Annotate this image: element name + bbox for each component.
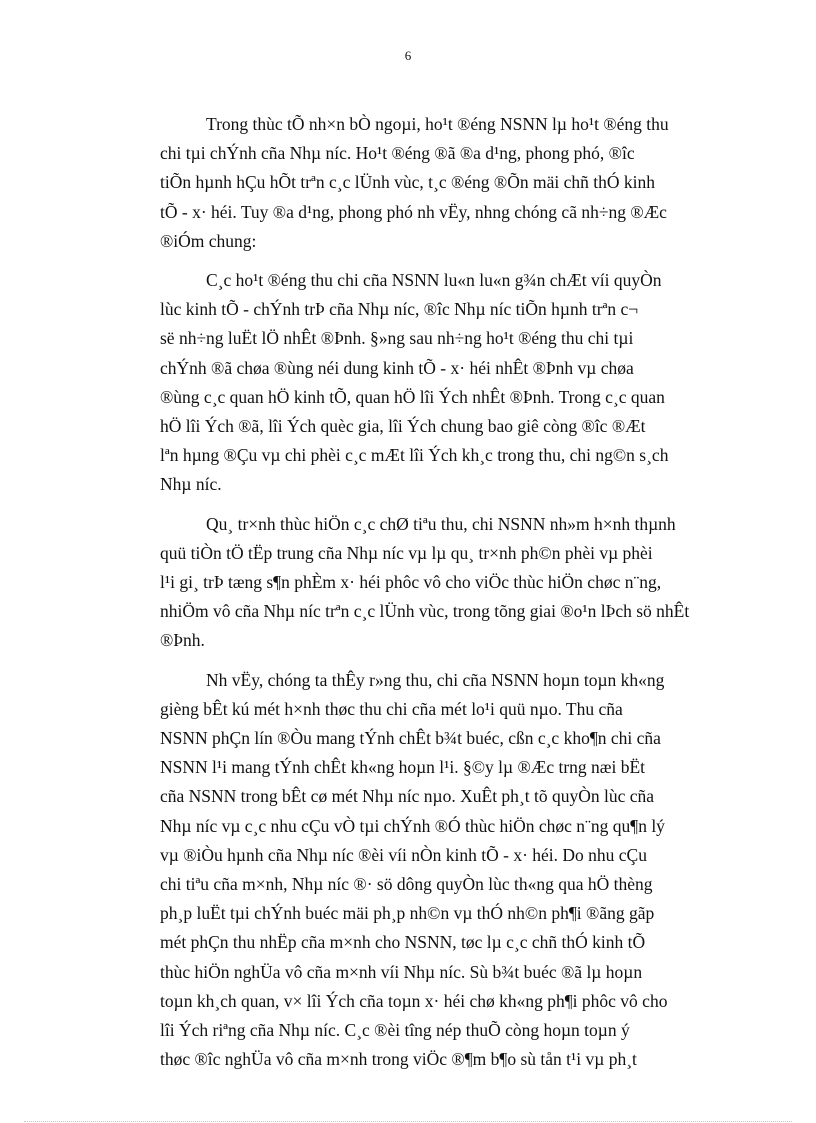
paragraph-4: Nh vËy, chóng ta thÊy r»ng thu, chi cña NSNN hoµn toµn kh«ng gièng bÊt kú mét h×nh thøc thu chi cña mét lo¹i quü nµo. Thu cña NSNN phÇn lín ®Òu mang tÝnh chÊt b¾t buéc, cßn c¸c kho¶n chi cña NSNN l¹i mang tÝnh chÊt kh«ng hoµn l¹i. §©y lµ ®Æc trng næi bËt cña NSNN trong bÊt cø mét Nhµ níc nµo. XuÊt ph¸t tõ quyÒn lùc cña Nhµ níc vµ c¸c nhu cÇu vÒ tµi chÝnh ®Ó thùc hiÖn chøc n¨ng qu¶n lý vµ ®iÒu hµnh cña Nhµ níc ®èi víi nÒn kinh tÕ - x· héi. Do nhu cÇu chi tiªu cña m×nh, Nhµ níc ®· sö dông quyÒn lùc th«ng qua hÖ thèng ph¸p luËt tµi chÝnh buéc mäi ph¸p nh©n vµ thÓ nh©n ph¶i ®ãng gãp mét phÇn thu nhËp cña m×nh cho NSNN, tøc lµ c¸c chñ thÓ kinh tÕ thùc hiÖn nghÜa vô cña m×nh víi Nhµ níc. Sù b¾t buéc ®ã lµ hoµn toµn kh¸ch quan, v× lîi Ých cña toµn x· héi chø kh«ng ph¶i phôc vô cho lîi Ých riªng cña Nhµ níc. C¸c ®èi tîng nép thuÕ còng hoµn toµn ý thøc ®îc nghÜa vô cña m×nh trong viÖc ®¶m b¶o sù tån t¹i vµ ph¸t	[160, 669, 668, 1070]
page-number: 6	[404, 48, 412, 63]
body-text	[160, 110, 766, 1085]
paragraph-1: Trong thùc tÕ nh×n bÒ ngoµi, ho¹t ®éng NSNN lµ ho¹t ®éng thu chi tµi chÝnh cña Nhµ níc. Ho¹t ®éng ®ã ®a d¹ng, phong phó, ®îc tiÕn hµnh hÇu hÕt trªn c¸c lÜnh vùc, t¸c ®éng ®Õn mäi chñ thÓ kinh tÕ - x· héi. Tuy ®a d¹ng, phong phó nh vËy, nhng chóng cã nh÷ng ®Æc ®iÓm chung:	[160, 114, 669, 251]
paragraph-2: C¸c ho¹t ®éng thu chi cña NSNN lu«n lu«n g¾n chÆt víi quyÒn lùc kinh tÕ - chÝnh trÞ cña Nhµ níc, ®îc Nhµ níc tiÕn hµnh trªn c¬ së nh÷ng luËt lÖ nhÊt ®Þnh. §»ng sau nh÷ng ho¹t ®éng thu chi tµi chÝnh ®ã chøa ®ùng néi dung kinh tÕ - x· héi nhÊt ®Þnh vµ chøa ®ùng c¸c quan hÖ kinh tÕ, quan hÖ lîi Ých nhÊt ®Þnh. Trong c¸c quan hÖ lîi Ých ®ã, lîi Ých quèc gia, lîi Ých chung bao giê còng ®îc ®Æt lªn hµng ®Çu vµ chi phèi c¸c mÆt lîi Ých kh¸c trong thu, chi ng©n s¸ch Nhµ níc.	[160, 270, 669, 495]
paragraph-3: Qu¸ tr×nh thùc hiÖn c¸c chØ tiªu thu, chi NSNN nh»m h×nh thµnh quü tiÒn tÖ tËp trung cña Nhµ níc vµ lµ qu¸ tr×nh ph©n phèi vµ phèi l¹i gi¸ trÞ tæng s¶n phÈm x· héi phôc vô cho viÖc thùc hiÖn chøc n¨ng, nhiÖm vô cña Nhµ níc trªn c¸c lÜnh vùc, trong tõng giai ®o¹n lÞch sö nhÊt ®Þnh.	[160, 513, 690, 651]
page-bottom-divider	[24, 1121, 792, 1122]
